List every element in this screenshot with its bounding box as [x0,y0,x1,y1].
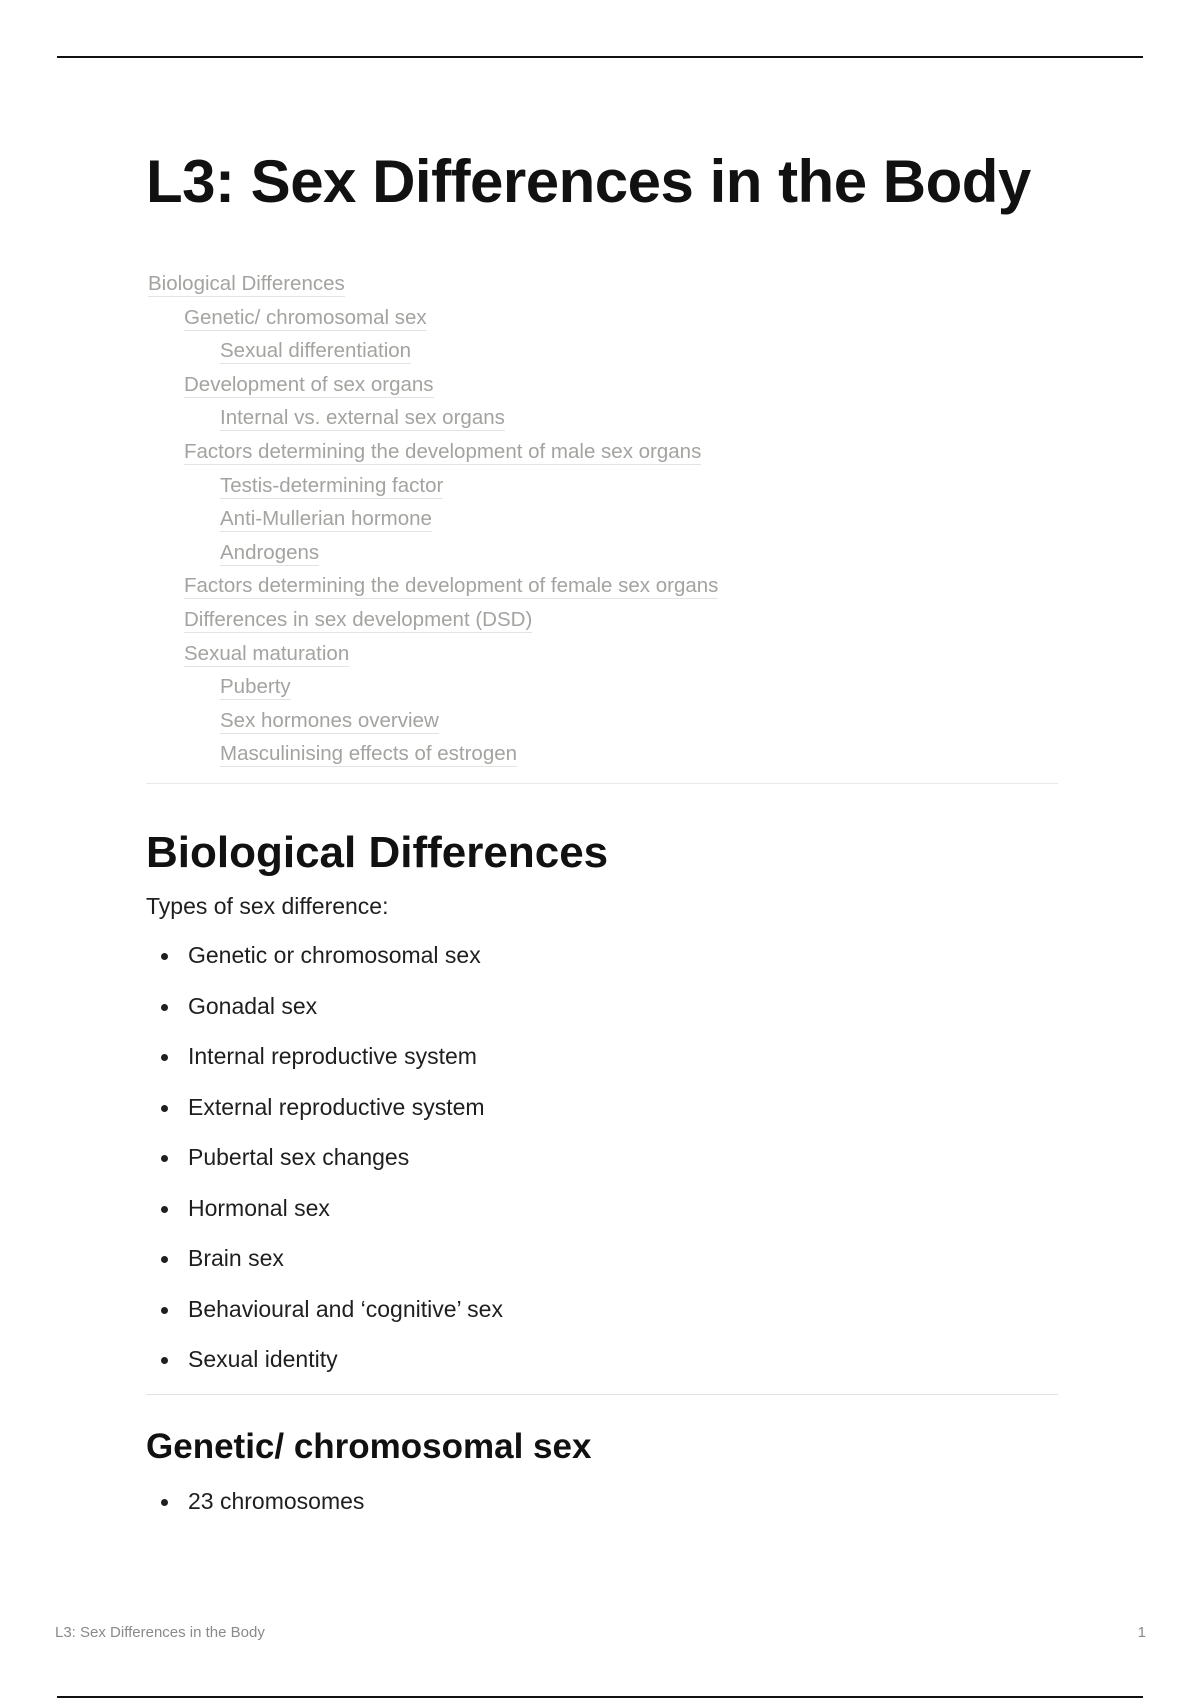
list-item: Hormonal sex [146,1182,1058,1233]
sex-difference-list [146,930,1058,1385]
toc-link-sexual-maturation[interactable]: Sexual maturation [184,641,350,665]
list-item: Brain sex [146,1233,1058,1284]
list-item: Genetic or chromosomal sex [146,930,1058,981]
footer-document-title: L3: Sex Differences in the Body [55,1624,265,1641]
list-item: External reproductive system [146,1081,1058,1132]
section-divider [146,1394,1058,1395]
page-bottom-rule [57,1696,1143,1698]
list-item: Internal reproductive system [146,1031,1058,1082]
page-top-rule [57,56,1143,58]
toc-link-dsd[interactable]: Differences in sex development (DSD) [184,607,533,631]
bullet-icon [161,1105,168,1112]
bullet-icon [161,1155,168,1162]
bullet-icon [161,1206,168,1213]
bullet-icon [161,1499,168,1506]
toc-link-genetic-chromosomal-sex[interactable]: Genetic/ chromosomal sex [184,305,427,329]
toc-link-puberty[interactable]: Puberty [220,675,291,699]
section-intro: Types of sex difference: [146,892,389,919]
toc-link-biological-differences[interactable]: Biological Differences [148,272,345,295]
document-content [146,140,1058,1526]
toc-link-female-sex-organs[interactable]: Factors determining the development of female sex organs [184,574,719,598]
toc-link-sex-hormones-overview[interactable]: Sex hormones overview [220,708,439,732]
table-of-contents [146,267,1058,784]
toc-link-internal-vs-external[interactable]: Internal vs. external sex organs [220,406,505,430]
toc-link-anti-mullerian-hormone[interactable]: Anti-Mullerian hormone [220,507,432,531]
toc-link-sexual-differentiation[interactable]: Sexual differentiation [220,339,412,363]
list-item: 23 chromosomes [146,1475,1058,1526]
bullet-icon [161,1256,168,1263]
list-item: Pubertal sex changes [146,1132,1058,1183]
toc-link-male-sex-organs[interactable]: Factors determining the development of male sex organs [184,439,702,463]
list-item: Sexual identity [146,1334,1058,1385]
page-title: L3: Sex Differences in the Body [146,148,1031,215]
list-item: Behavioural and ‘cognitive’ sex [146,1283,1058,1334]
section-heading-genetic-chromosomal-sex: Genetic/ chromosomal sex [146,1427,592,1467]
bullet-icon [161,953,168,960]
bullet-icon [161,1357,168,1364]
chromosome-list [146,1475,1058,1526]
list-item: Gonadal sex [146,980,1058,1031]
bullet-icon [161,1307,168,1314]
toc-link-masculinising-effects[interactable]: Masculinising effects of estrogen [220,742,518,766]
footer-page-number: 1 [1137,1624,1146,1641]
bullet-icon [161,1054,168,1061]
toc-link-androgens[interactable]: Androgens [220,540,320,564]
section-heading-biological-differences: Biological Differences [146,827,609,877]
toc-link-testis-determining-factor[interactable]: Testis-determining factor [220,473,444,497]
bullet-icon [161,1004,168,1011]
toc-link-development-of-sex-organs[interactable]: Development of sex organs [184,372,434,396]
